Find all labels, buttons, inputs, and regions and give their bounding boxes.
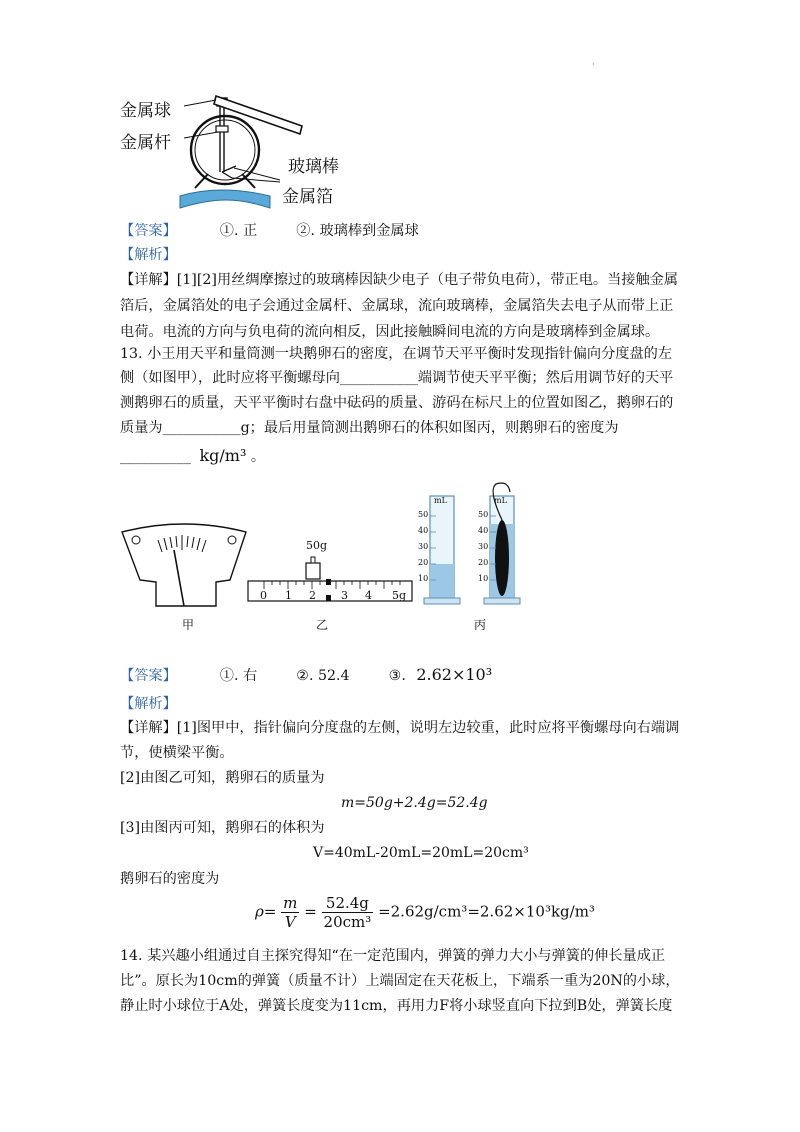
balance-dial [118, 520, 250, 620]
cyl1-unit: mL [434, 496, 447, 505]
ruler-figure [246, 535, 416, 605]
q13-blank-density: __________ [120, 449, 191, 465]
eq-m: m [283, 894, 298, 912]
cyl1-tick-40: 40 [418, 526, 429, 535]
cyl1-tick-50: 50 [418, 510, 429, 519]
q12-detail-3: 电荷。电流的方向与负电荷的流向相反，因此接触瞬间电流的方向是玻璃棒到金属球。 [120, 324, 660, 340]
eq-frac-values [322, 894, 374, 931]
q13-detail-3: [2]由图乙可知，鹅卵石的质量为 [120, 770, 325, 786]
ruler-tick-4: 4 [365, 589, 372, 602]
q13-answer-3-prefix: ③. [388, 668, 406, 684]
cyl1-tick-30: 30 [418, 542, 429, 551]
q13-density-intro: 鹅卵石的密度为 [120, 871, 220, 887]
cyl2-tick-20: 20 [478, 558, 489, 567]
q14-stem-2: 比”。原长为10cm的弹簧（质量不计）上端固定在天花板上，下端系一重为20N的小球， [120, 973, 680, 989]
q13-stem-4: 质量为___________g；最后用量筒测出鹅卵石的体积如图丙，则鹅卵石的密度为 [120, 420, 619, 436]
q12-detail-2: 箔后，金属箔处的电子会通过金属杆、金属球，流向玻璃棒，金属箔失去电子从而带上正 [120, 298, 674, 314]
cyl1-tick-10: 10 [418, 574, 429, 583]
q12-answer-2: ②. 玻璃棒到金属球 [296, 223, 419, 239]
q13-stem-1: 13. 小王用天平和量筒测一块鹅卵石的密度，在调节天平平衡时发现指针偏向分度盘的左 [120, 346, 673, 362]
weight-label: 50g [306, 539, 328, 552]
eq-frac-mV [281, 894, 299, 931]
ruler-tick-5: 5g [392, 589, 407, 602]
fig-label-yi: 乙 [316, 618, 329, 632]
eq-den: 20cm³ [323, 913, 372, 931]
cyl2-tick-30: 30 [478, 542, 489, 551]
q13-analysis-tag: 【解析】 [120, 696, 177, 712]
q13-answer-tag: 【答案】 [120, 668, 177, 684]
cyl1-tick-20: 20 [418, 558, 429, 567]
fig-label-bing: 丙 [474, 618, 487, 632]
cylinders-figure [418, 480, 528, 610]
ruler-diagram [246, 535, 416, 605]
label-glass-rod: 玻璃棒 [288, 157, 339, 177]
q12-answer-line [120, 221, 419, 241]
eq-num: 52.4g [322, 894, 374, 913]
cyl2-tick-50: 50 [478, 510, 489, 519]
q12-analysis-tag: 【解析】 [120, 247, 177, 263]
balance-dial-figure [118, 520, 250, 620]
eq-rho-left: ρ= [255, 902, 277, 921]
q12-answer-1: ①. 正 [219, 223, 258, 239]
electroscope-figure [120, 92, 360, 212]
ruler-tick-1: 1 [285, 589, 292, 602]
q13-detail-2: 节，使横梁平衡。 [120, 745, 234, 761]
cyl2-tick-10: 10 [478, 574, 489, 583]
cyl2-tick-40: 40 [478, 526, 489, 535]
q13-answer-1: ①. 右 [219, 668, 258, 684]
corner-mark: · [592, 60, 595, 69]
q14-stem-3: 静止时小球位于A处，弹簧长度变为11cm，再用力F将小球竖直向下拉到B处，弹簧长度 [120, 998, 673, 1014]
cyl2-unit: mL [494, 496, 507, 505]
q12-answer-tag: 【答案】 [120, 223, 177, 239]
q13-answer-2: ②. 52.4 [296, 668, 350, 684]
q13-unit-density: kg/m³ [199, 446, 247, 465]
label-metal-foil: 金属箔 [282, 187, 333, 207]
q13-eq-volume: V=40mL-20mL=20mL=20cm³ [313, 845, 529, 861]
q13-vol-intro: [3]由图丙可知，鹅卵石的体积为 [120, 820, 325, 836]
eq-right: =2.62g/cm³=2.62×10³kg/m³ [378, 902, 595, 921]
fig-label-jia: 甲 [182, 618, 195, 632]
q13-answer-line [120, 665, 492, 686]
q13-eq-density [255, 894, 595, 931]
ruler-tick-0: 0 [260, 589, 267, 602]
q13-stem-5 [120, 446, 265, 467]
q14-stem-1: 14. 某兴趣小组通过自主探究得知“在一定范围内，弹簧的弹力大小与弹簧的伸长量成正 [120, 948, 666, 964]
q13-answer-3: 2.62×10³ [416, 665, 493, 684]
q13-stem-end: 。 [250, 449, 266, 465]
q12-detail-1: 【详解】[1][2]用丝绸摩擦过的玻璃棒因缺少电子（电子带负电荷），带正电。当接触金属 [120, 272, 679, 288]
q13-detail-1: 【详解】[1]图甲中，指针偏向分度盘的左侧，说明左边较重，此时应将平衡螺母向右端调 [120, 720, 680, 736]
q13-stem-3: 测鹅卵石的质量，天平平衡时右盘中砝码的质量、游码在标尺上的位置如图乙，鹅卵石的 [120, 395, 674, 411]
ruler-tick-3: 3 [341, 589, 348, 602]
ruler-tick-2: 2 [309, 589, 316, 602]
q13-eq-mass: m=50g+2.4g=52.4g [341, 795, 488, 811]
label-metal-ball: 金属球 [120, 101, 171, 121]
q13-stem-2: 侧（如图甲），此时应将平衡螺母向___________端调节使天平平衡；然后用调节好的天平 [120, 370, 674, 386]
eq-equals: = [304, 902, 317, 921]
label-metal-rod: 金属杆 [120, 133, 171, 153]
eq-V: V [284, 913, 296, 931]
